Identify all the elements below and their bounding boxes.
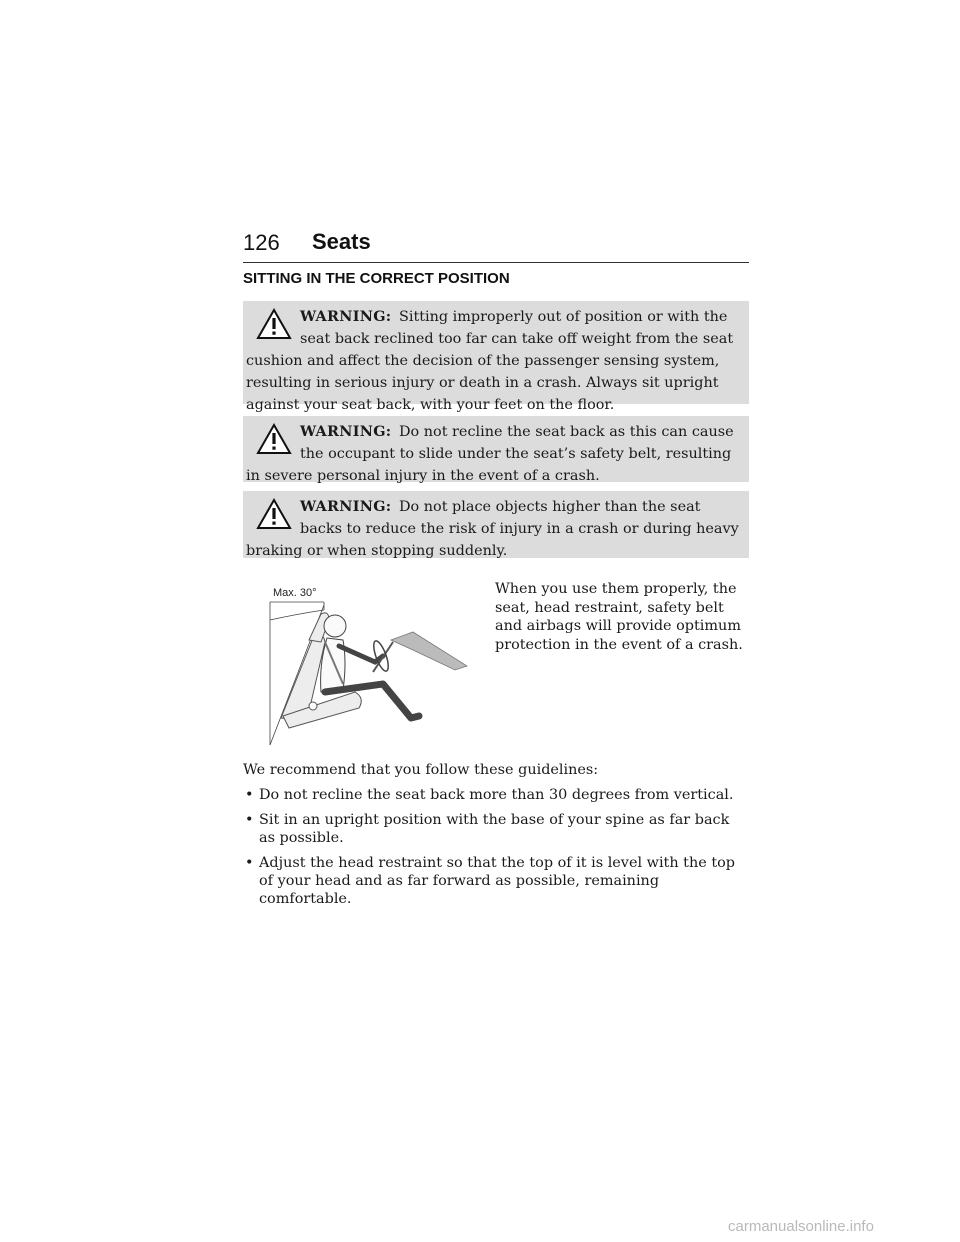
bullet: •	[245, 787, 254, 803]
warning-text: Do not recline the seat back as this can cause the occupant to slide under the seat’s safety belt, resulting in severe personal injury in the event of a crash.	[246, 424, 734, 484]
list-item-text: Do not recline the seat back more than 30 degrees from vertical.	[259, 787, 734, 803]
warning-label: WARNING:	[300, 423, 392, 440]
list-item-text: Sit in an upright position with the base of your spine as far back as possible.	[259, 812, 730, 846]
bullet: •	[245, 855, 254, 871]
list-item	[243, 786, 749, 804]
occupant-head	[324, 615, 346, 637]
page-number: 126	[243, 230, 280, 255]
list-item-text: Adjust the head restraint so that the top of it is level with the top of your head and as far forward as possible, remaining comfortable.	[259, 855, 735, 907]
warning-label: WARNING:	[300, 308, 392, 325]
warning-text: Sitting improperly out of position or with the seat back reclined too far can take off weight from the seat cushion and affect the decision of the passenger sensing system, resulting in serious injury or death in a crash. Always sit upright against your seat back, with your feet on the floor.	[246, 309, 734, 413]
dashboard	[391, 632, 467, 670]
bullet: •	[245, 812, 254, 828]
list-item	[243, 811, 749, 847]
guidelines-list	[243, 786, 749, 915]
section-heading: SITTING IN THE CORRECT POSITION	[243, 270, 510, 287]
warning-triangle-icon	[256, 498, 292, 530]
warning-box	[243, 491, 749, 558]
warning-box	[243, 416, 749, 482]
warning-text: Do not place objects higher than the seat backs to reduce the risk of injury in a crash or during heavy braking or when stopping suddenly.	[246, 499, 739, 559]
page-header	[243, 228, 749, 263]
guidelines-intro: We recommend that you follow these guidelines:	[243, 762, 599, 778]
warning-label: WARNING:	[300, 498, 392, 515]
figure-caption-text: When you use them properly, the seat, head restraint, safety belt and airbags will provide optimum protection in the event of a crash.	[495, 581, 743, 653]
max-angle-label: Max. 30°	[273, 587, 317, 599]
warning-box	[243, 301, 749, 413]
warning-triangle-icon	[256, 423, 292, 455]
list-item	[243, 854, 749, 908]
seating-position-illustration	[243, 580, 473, 750]
chapter-title: Seats	[312, 229, 371, 254]
warning-triangle-icon	[256, 308, 292, 340]
watermark: carmanualsonline.info	[728, 1218, 874, 1235]
